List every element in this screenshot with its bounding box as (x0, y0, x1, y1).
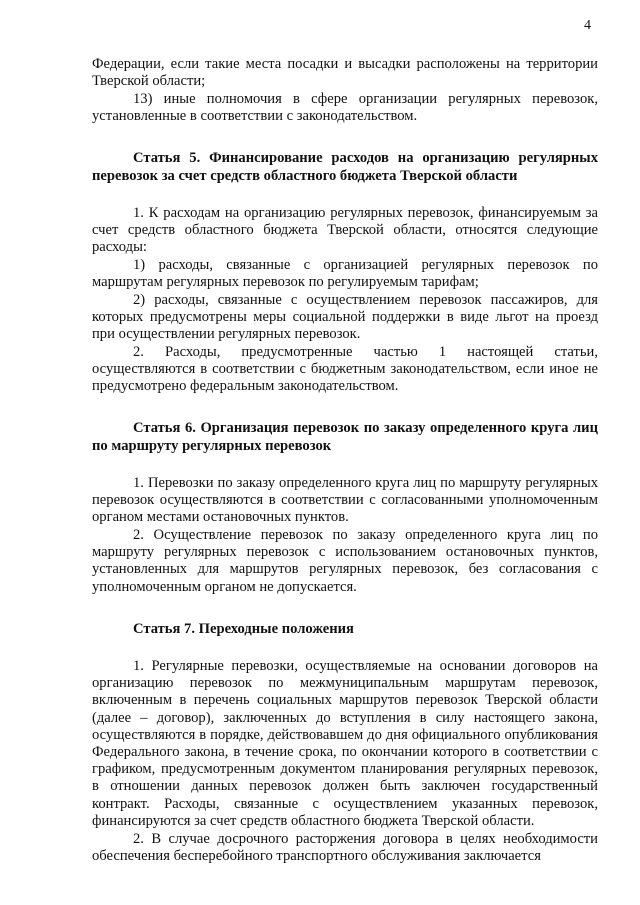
article-6-title: Статья 6. Организация перевозок по заказу определенного круга лиц по маршруту регулярных перевозок (92, 420, 598, 454)
article-6-paragraph-2: 2. Осуществление перевозок по заказу определенного круга лиц по маршруту регулярных перевозок с использованием остановочных пунктов, установленных для маршрутов регулярных перевозок, без согласования с уполномоченным органом не допускается. (92, 526, 598, 595)
article-5-paragraph-4: 2. Расходы, предусмотренные частью 1 настоящей статьи, осуществляются в соответствии с бюджетным законодательством, если иное не предусмотрено федеральным законодательством. (92, 343, 598, 395)
article-7-title: Статья 7. Переходные положения (133, 620, 354, 637)
article-7-paragraph-2: 2. В случае досрочного расторжения договора в целях необходимости обеспечения бесперебойного транспортного обслуживания заключается (92, 830, 598, 864)
document-body (92, 56, 598, 865)
article-5-paragraph-3: 2) расходы, связанные с осуществлением перевозок пассажиров, для которых предусмотрены меры социальной поддержки в виде льгот на проезд при осуществлении регулярных перевозок. (92, 291, 598, 343)
article-5-paragraph-1: 1. К расходам на организацию регулярных перевозок, финансируемым за счет средств областного бюджета Тверской области, относятся следующие расходы: (92, 204, 598, 256)
page-number: 4 (584, 18, 591, 33)
article-6-paragraph-1: 1. Перевозки по заказу определенного круга лиц по маршруту регулярных перевозок осуществляются в соответствии с согласованными уполномоченным органом местами остановочных пунктов. (92, 474, 598, 526)
intro-paragraph-2: 13) иные полномочия в сфере организации регулярных перевозок, установленные в соответствии с законодательством. (92, 90, 598, 125)
article-7-paragraph-1: 1. Регулярные перевозки, осуществляемые на основании договоров на организацию перевозок по межмуниципальным маршрутам перевозок, включенным в перечень социальных маршрутов перевозок Тверской области (далее – договор), заключенных до вступления в силу настоящего закона, осуществляются в порядке, действовавшем до дня официального опубликования Федерального закона, в течение срока, по окончании которого в соответствии с графиком, предусмотренным документом планирования регулярных перевозок, в отношении данных перевозок должен быть заключен государственный контракт. Расходы, связанные с осуществлением указанных перевозок, финансируются за счет средств областного бюджета Тверской области. (92, 657, 598, 829)
article-5-title: Статья 5. Финансирование расходов на организацию регулярных перевозок за счет средств областного бюджета Тверской области (92, 150, 598, 184)
intro-paragraph-1: Федерации, если такие места посадки и высадки расположены на территории Тверской области; (92, 56, 598, 90)
article-5-paragraph-2: 1) расходы, связанные с организацией регулярных перевозок по маршрутам регулярных перевозок по регулируемым тарифам; (92, 256, 598, 291)
